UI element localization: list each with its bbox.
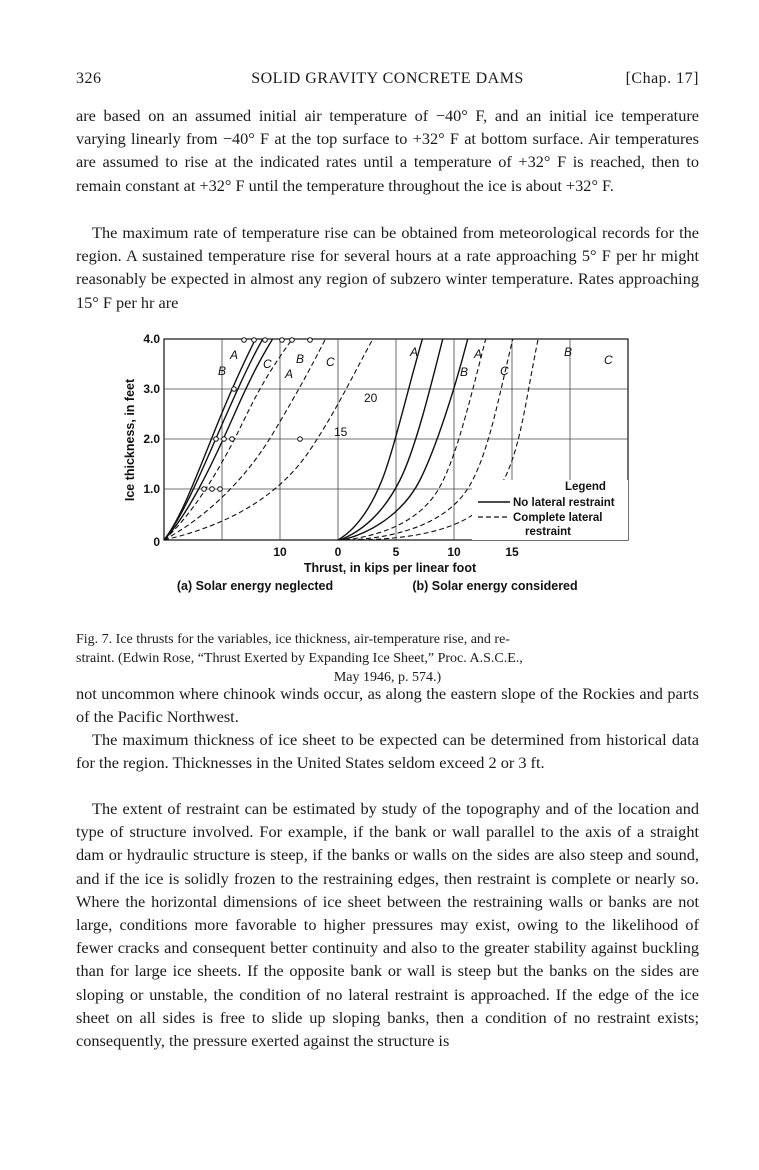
paragraph-4: The maximum thickness of ice sheet to be expected can be determined from historical data for the region. Thicknesses in the United States seldom exceed 2 or 3 ft. [76,730,699,773]
paragraph-1: are based on an assumed initial air temperature of −40° F, and an initial ice temperature varying linearly from −40° F at the top surface to +32° F at bottom surface. Air temperatures are assumed to rise at the indicated rates until a temperature of +32° F is reached, then to remain constant at +32° F until the temperature throughout the ice is about +32° F. [76,106,699,195]
curve-label: C [326,355,335,369]
x-tick-label: 10 [447,545,461,559]
rate-label: 20 [364,391,378,405]
curve-label: A [230,348,239,362]
x-tick-label: 5 [392,545,400,559]
curve-label: C [263,357,272,371]
curve-label: B [296,352,305,366]
curve-a-solid-3 [164,330,278,540]
curve-a-solid-2 [164,330,268,540]
figure-caption [76,630,699,687]
running-title: SOLID GRAVITY CONCRETE DAMS [251,70,524,87]
paragraph-5: The extent of restraint can be estimated by study of the topography and of the location and type of structure involved. For example, if the bank or wall parallel to the axis of a straight dam or hydraulic structure is steep, if the banks or walls on the sides are also steep and sound, and if the ice is solidly frozen to the restraining edges, then restraint is complete or nearly so. Where the horizontal dimensions of ice sheet between the restraining walls or banks are not large, conditions more favorable to higher pressures may exist, owing to the likelihood of fewer cracks and consequent better continuity and also to the greater stability against buckling than for large ice sheets. If the opposite bank or wall is steep but the banks on the sides are sloping or unstable, the condition of no lateral restraint is approached. If the edge of the ice sheet on all sides is free to slide up sloping banks, then a condition of no restraint exists; consequently, the pressure exerted against the structure is [76,799,699,1051]
curve-label: A [285,367,294,381]
y-tick-label: 0 [153,535,160,549]
ice-thrust-figure [120,330,640,600]
paragraph-2: The maximum rate of temperature rise can be obtained from meteorological records for the region. A sustained temperature rise for several hours at a rate approaching 5° F per hr might reasonably be expected in almost any region of subzero winter temperature. Rates approaching 15° F per hr are [76,223,699,312]
panel-b-label: (b) Solar energy considered [412,579,578,593]
paragraph-3: not uncommon where chinook winds occur, as along the eastern slope of the Rockies and parts of the Pacific Northwest. [76,684,699,727]
running-header [76,70,699,94]
caption-line-3: May 1946, p. 574.) [333,670,442,685]
rate-label: 15 [334,425,348,439]
curve-a-solid-1 [164,330,260,540]
curve-label: B [460,365,469,379]
page-number: 326 [76,70,102,87]
curve-label: C [604,353,613,367]
y-tick-label: 1.0 [143,482,160,496]
legend-solid-label: No lateral restraint [513,497,615,509]
y-axis-label: Ice thickness, in feet [123,378,137,502]
y-tick-label: 2.0 [143,432,160,446]
curve-b-solid-3 [342,330,470,540]
legend [472,480,628,540]
curve-label: C [500,364,509,378]
panel-a-label: (a) Solar energy neglected [176,579,334,593]
x-tick-label: 10 [273,545,287,559]
curve-label: A [474,347,483,361]
legend-dashed-label-2: restraint [525,526,572,538]
x-axis-label: Thrust, in kips per linear foot [303,561,477,575]
curve-b-solid-2 [340,330,445,540]
caption-line-2: straint. (Edwin Rose, “Thrust Exerted by Expanding Ice Sheet,” Proc. A.S.C.E., [76,651,523,666]
curve-label: A [410,345,419,359]
legend-title: Legend [565,481,606,493]
caption-line-1: Fig. 7. Ice thrusts for the variables, ice thickness, air-temperature rise, and re- [76,632,510,647]
x-tick-label: 0 [334,545,342,559]
legend-dashed-label: Complete lateral [513,512,603,524]
y-tick-label: 4.0 [143,332,160,346]
curve-label: B [218,364,227,378]
chapter-label: [Chap. 17] [625,70,699,87]
x-tick-label: 15 [505,545,519,559]
curve-label: B [564,345,573,359]
y-tick-label: 3.0 [143,382,160,396]
